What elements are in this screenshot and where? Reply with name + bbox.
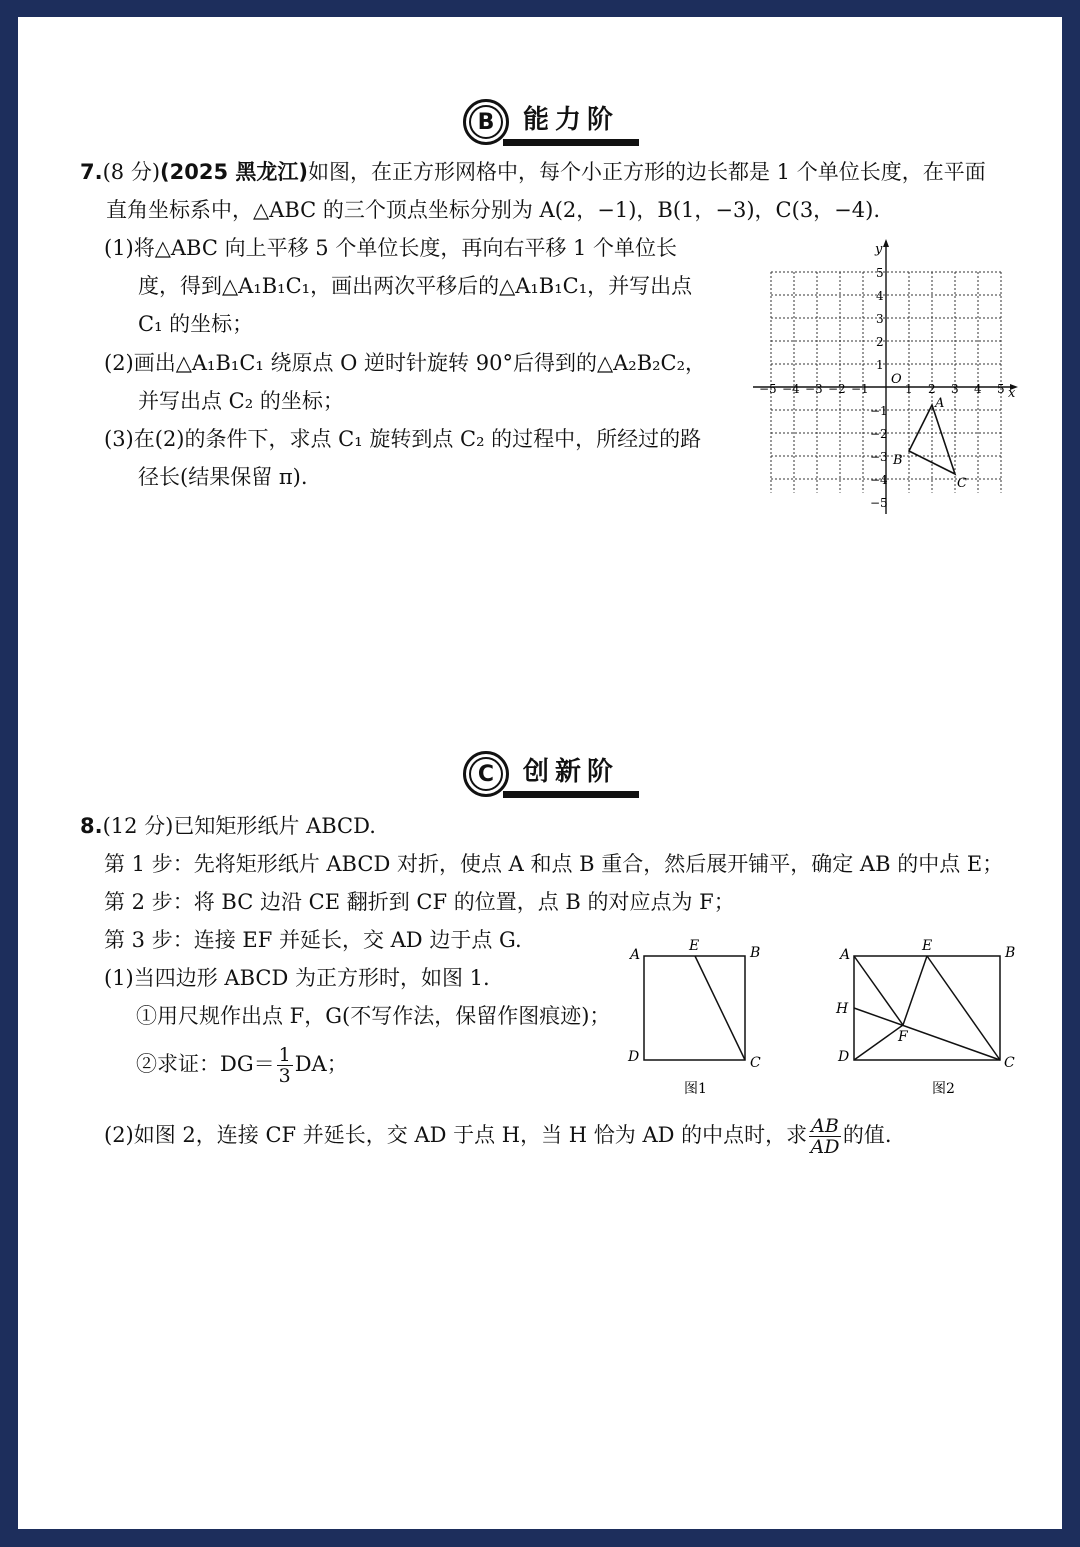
section-b-title: 能力阶 [523, 105, 620, 135]
triangle-abc [909, 405, 955, 474]
q8-part2: (2)如图 2，连接 CF 并延长，交 AD 于点 H，当 H 恰为 AD 的中点时，求 $\frac{AB}{AD}$ 的值. [104, 1115, 892, 1158]
q8-step1: 第 1 步：先将矩形纸片 ABCD 对折，使点 A 和点 B 重合，然后展开铺平，确定 AB 的中点 E； [104, 852, 1004, 876]
x-tick-label: −3 [805, 382, 823, 396]
y-tick-label: 2 [876, 335, 884, 349]
section-b-badge: B [463, 99, 509, 145]
fig2-caption: 图2 [932, 1081, 955, 1097]
fig2-label-d: D [838, 1049, 850, 1065]
fig2-label-c: C [1004, 1055, 1015, 1071]
section-b-header [463, 99, 663, 149]
fig2-label-h: H [836, 1001, 849, 1017]
y-axis-arrow [883, 239, 889, 247]
x-axis-label: x [1008, 386, 1016, 401]
fig2-label-f: F [898, 1029, 908, 1045]
fig2-segment-ef [903, 956, 927, 1025]
fig1-label-d: D [628, 1049, 640, 1065]
q7-part2-line1: (2)画出△A₁B₁C₁ 绕原点 O 逆时针旋转 90°后得到的△A₂B₂C₂， [104, 351, 707, 375]
point-b-label: B [893, 453, 903, 468]
figure-2 [830, 935, 1035, 1100]
fig1-label-e: E [689, 938, 700, 954]
x-tick-label: 1 [905, 382, 913, 396]
fraction-ab-over-ad: $\frac{AB}{AD}$ [810, 1115, 840, 1158]
q7-points: (8 分) [102, 160, 161, 184]
worksheet-page [18, 17, 1062, 1529]
section-c-underline [503, 791, 639, 798]
section-c-badge: C [463, 751, 509, 797]
fig1-caption: 图1 [684, 1081, 707, 1097]
section-c-header [463, 751, 663, 801]
q7-part3-line2: 径长(结果保留 π). [138, 465, 308, 489]
x-tick-label: −5 [759, 382, 777, 396]
fraction-one-third: $\frac{1}{3}$ [278, 1044, 291, 1087]
q8-part1-b: ②求证：DG＝ $\frac{1}{3}$ DA； [136, 1044, 348, 1087]
x-tick-label: −1 [851, 382, 869, 396]
fig1-segment-ce [695, 956, 745, 1060]
section-b-underline [503, 139, 639, 146]
fig2-label-b: B [1005, 945, 1016, 961]
y-tick-label: 3 [876, 312, 884, 326]
x-tick-label: 5 [997, 382, 1005, 396]
q7-part3-line1: (3)在(2)的条件下，求点 C₁ 旋转到点 C₂ 的过程中，所经过的路 [104, 427, 702, 451]
y-tick-label: 5 [876, 266, 884, 280]
q8-step2: 第 2 步：将 BC 边沿 CE 翻折到 CF 的位置，点 B 的对应点为 F； [104, 890, 735, 914]
q8-stem-text: (12 分)已知矩形纸片 ABCD. [102, 814, 376, 838]
fig2-label-a: A [840, 947, 851, 963]
q7-part1-line2: 度，得到△A₁B₁C₁，画出两次平移后的△A₁B₁C₁，并写出点 [138, 274, 693, 298]
fig1-label-c: C [750, 1055, 761, 1071]
q7-part1-line3: C₁ 的坐标； [138, 312, 254, 336]
q8-step3: 第 3 步：连接 EF 并延长，交 AD 边于点 G. [104, 928, 522, 952]
coordinate-grid-figure [753, 239, 1023, 519]
q7-text-1: 如图，在正方形网格中，每个小正方形的边长都是 1 个单位长度，在平面 [307, 160, 986, 184]
fig2-segment-df [854, 1025, 903, 1060]
x-tick-label: 4 [974, 382, 982, 396]
y-tick-label: −2 [870, 427, 888, 441]
y-tick-label: 4 [876, 289, 884, 303]
y-tick-label: −1 [870, 404, 888, 418]
figure-1 [622, 935, 772, 1100]
y-tick-label: −3 [870, 450, 888, 464]
fig1-label-a: A [630, 947, 641, 963]
q7-part1-line1: (1)将△ABC 向上平移 5 个单位长度，再向右平移 1 个单位长 [104, 236, 678, 260]
q8-part1: (1)当四边形 ABCD 为正方形时，如图 1. [104, 966, 490, 990]
q7-part2-line2: 并写出点 C₂ 的坐标； [138, 389, 344, 413]
fig2-label-e: E [922, 938, 933, 954]
origin-label: O [891, 372, 902, 387]
fig1-label-b: B [750, 945, 761, 961]
point-c-label: C [957, 476, 967, 491]
q8-stem [80, 813, 376, 839]
section-c-title: 创新阶 [523, 757, 620, 787]
x-tick-label: −2 [828, 382, 846, 396]
fig2-segment-af [854, 956, 903, 1025]
y-tick-label: 1 [876, 358, 884, 372]
y-axis-label: y [875, 242, 883, 257]
q7-source: (2025 黑龙江) [160, 160, 308, 184]
q7-line2: 直角坐标系中，△ABC 的三个顶点坐标分别为 A(2，−1)，B(1，−3)，C(3，−4). [106, 198, 881, 222]
q7-number: 7. [80, 160, 103, 184]
q8-part1-a: ①用尺规作出点 F，G(不写作法，保留作图痕迹)； [136, 1004, 611, 1028]
point-a-label: A [935, 396, 945, 411]
fig2-segment-ce [927, 956, 1000, 1060]
fig2-segment-hc [854, 1008, 1000, 1060]
x-tick-label: 2 [928, 382, 936, 396]
q8-number: 8. [80, 814, 103, 838]
fig1-square [644, 956, 745, 1060]
y-tick-label: −5 [870, 496, 888, 510]
x-tick-label: 3 [951, 382, 959, 396]
q7-line1 [80, 159, 986, 185]
y-tick-label: −4 [870, 473, 888, 487]
x-tick-label: −4 [782, 382, 800, 396]
